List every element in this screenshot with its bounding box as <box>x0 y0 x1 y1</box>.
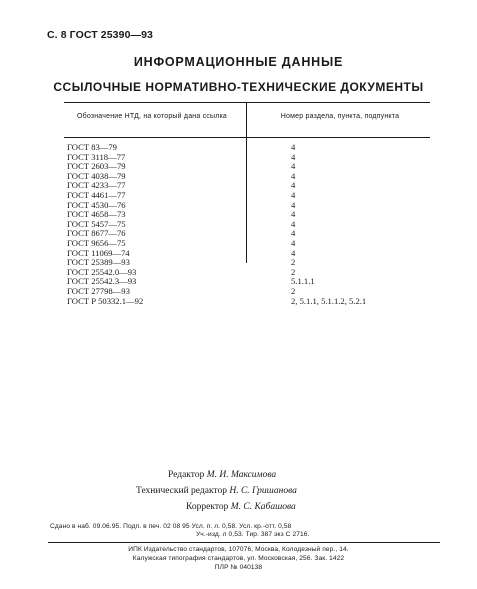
document-cell: ГОСТ 5457—75 <box>67 218 126 229</box>
page-identifier: С. 8 ГОСТ 25390—93 <box>47 29 153 41</box>
credit-editor <box>168 470 276 480</box>
imprint-circulation: Уч.-изд. л 0,53. Тир. 387 экз С 2716. <box>196 531 310 538</box>
section-cell: 4 <box>291 142 296 152</box>
imprint-dates: Сдано в наб. 09.06.95. Подп. в печ. 02 08 95 Усл. п. л. 0,58. Усл. кр.-отт. 0,58 <box>50 523 292 530</box>
credit-name: Н. С. Гришанова <box>229 486 297 496</box>
credit-proofreader <box>186 502 296 512</box>
section-cell: 5.1.1.1 <box>291 276 315 287</box>
document-cell: ГОСТ 4461—77 <box>67 189 126 200</box>
section-cell: 4 <box>291 209 296 220</box>
document-cell: ГОСТ 4530—76 <box>67 199 126 210</box>
credit-role: Редактор <box>168 470 205 480</box>
section-cell: 2 <box>291 266 296 277</box>
section-cell: 4 <box>291 247 296 258</box>
document-cell: ГОСТ 27798—93 <box>67 285 130 296</box>
imprint-printer: Калужская типография стандартов, ул. Московская, 256. Зак. 1422 <box>132 555 345 562</box>
imprint-publisher: ИПК Издательство стандартов, 107076, Москва, Колодезный пер., 14. <box>128 546 349 553</box>
section-cell: 4 <box>291 218 296 229</box>
document-cell: ГОСТ 3118—77 <box>67 151 126 162</box>
section-cell: 4 <box>291 199 296 210</box>
document-cell: ГОСТ 25542.3—93 <box>67 276 137 287</box>
section-cell: 4 <box>291 189 296 200</box>
document-cell: ГОСТ 11069—74 <box>67 247 130 258</box>
document-cell: ГОСТ Р 50332.1—92 <box>67 295 144 306</box>
column-header-document: Обозначение НТД, на который дана ссылка <box>76 113 228 120</box>
credit-name: М. С. Кабашова <box>230 502 296 512</box>
section-cell: 4 <box>291 151 296 162</box>
credit-name: М. И. Максимова <box>206 470 277 480</box>
document-cell: ГОСТ 83—79 <box>67 142 117 152</box>
document-cell: ГОСТ 4658—73 <box>67 209 126 220</box>
reference-table-body <box>64 143 430 306</box>
section-cell: 2 <box>291 285 296 296</box>
table-header-rule <box>64 137 430 138</box>
document-cell: ГОСТ 2603—79 <box>67 161 126 172</box>
document-cell: ГОСТ 25542.0—93 <box>67 266 137 277</box>
section-cell: 4 <box>291 180 296 191</box>
imprint-license: ПЛР № 040138 <box>214 564 263 571</box>
document-cell: ГОСТ 4233—77 <box>67 180 126 191</box>
credit-role: Корректор <box>186 502 229 512</box>
credit-technical-editor <box>136 486 297 496</box>
document-cell: ГОСТ 9656—75 <box>67 237 126 248</box>
document-cell: ГОСТ 8677—76 <box>67 228 126 239</box>
section-cell: 4 <box>291 228 296 239</box>
credit-role: Технический редактор <box>136 486 227 496</box>
document-cell: ГОСТ 25389—93 <box>67 257 130 268</box>
document-cell: ГОСТ 4038—79 <box>67 170 126 181</box>
section-cell: 4 <box>291 170 296 181</box>
column-header-section: Номер раздела, пункта, подпункта <box>280 113 400 120</box>
section-cell: 4 <box>291 237 296 248</box>
table-row <box>64 297 430 307</box>
section-subtitle: ССЫЛОЧНЫЕ НОРМАТИВНО-ТЕХНИЧЕСКИЕ ДОКУМЕНТЫ <box>53 80 424 94</box>
section-title: ИНФОРМАЦИОННЫЕ ДАННЫЕ <box>133 55 344 69</box>
section-cell: 2, 5.1.1, 5.1.1.2, 5.2.1 <box>291 295 367 306</box>
section-cell: 4 <box>291 161 296 172</box>
section-cell: 2 <box>291 257 296 268</box>
imprint-rule <box>48 542 440 543</box>
table-top-rule <box>64 102 430 103</box>
